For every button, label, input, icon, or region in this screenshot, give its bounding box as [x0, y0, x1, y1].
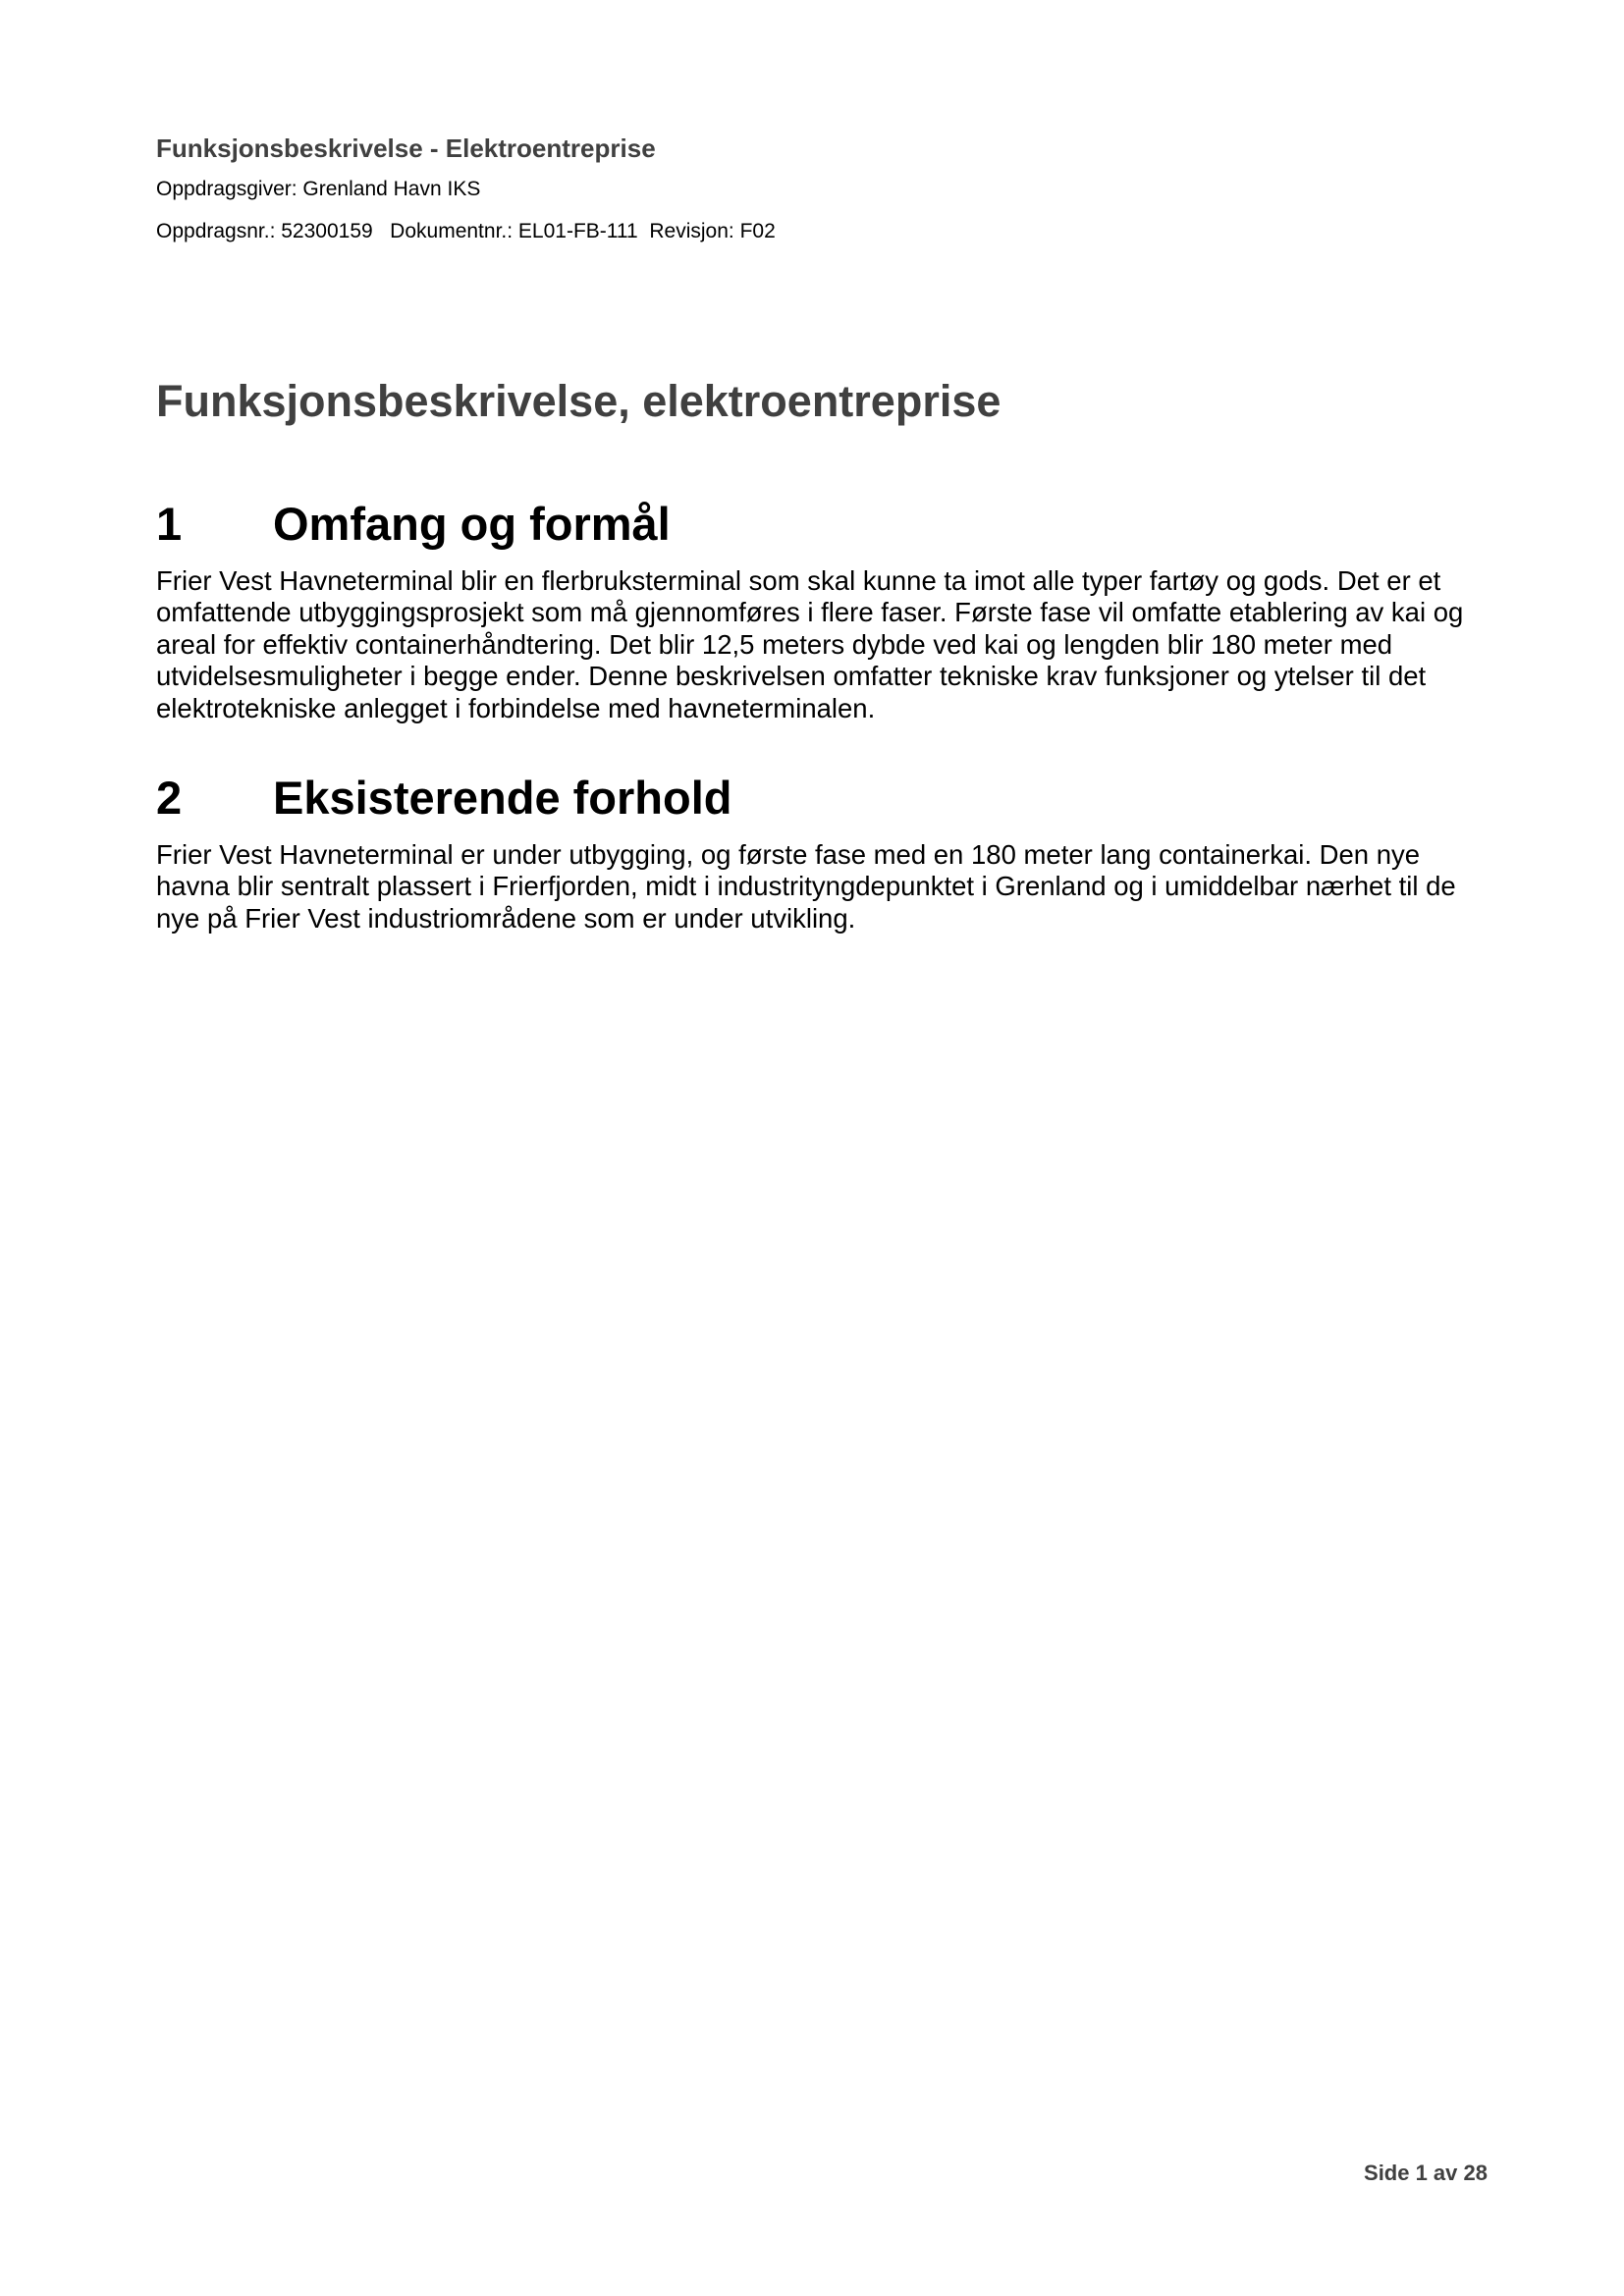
section-paragraph: Frier Vest Havneterminal er under utbygging, og første fase med en 180 meter lang containerkai. Den nye havna blir sentralt plassert i Frierfjorden, midt i industrityngdepunktet i Grenland og i umiddelbar nærhet til de nye på Frier Vest industriområdene som er under utvikling. [156, 839, 1456, 934]
page-header [156, 132, 1472, 245]
section-paragraph: Frier Vest Havneterminal blir en flerbruksterminal som skal kunne ta imot alle typer fartøy og gods. Det er et omfattende utbyggingsprosjekt som må gjennomføres i flere faser. Første fase vil omfatte etablering av kai og areal for effektiv containerhåndtering. Det blir 12,5 meters dybde ved kai og lengden blir 180 meter med utvidelsesmuligheter i begge ender. Denne beskrivelsen omfatter tekniske krav funksjoner og ytelser til det elektrotekniske anlegget i forbindelse med havneterminalen. [156, 565, 1464, 723]
document-ids-line: Oppdragsnr.: 52300159 Dokumentnr.: EL01-FB-111 Revisjon: F02 [156, 220, 776, 242]
section-omfang [156, 497, 1491, 724]
section-title: Omfang og formål [273, 498, 671, 550]
section-number: 2 [156, 772, 183, 824]
section-eksisterende [156, 771, 1491, 934]
client-line: Oppdragsgiver: Grenland Havn IKS [156, 178, 481, 200]
header-title: Funksjonsbeskrivelse - Elektroentreprise [156, 133, 656, 163]
section-number: 1 [156, 498, 183, 550]
section-heading [156, 771, 1491, 826]
section-title: Eksisterende forhold [273, 772, 732, 824]
page-number: Side 1 av 28 [1364, 2161, 1488, 2185]
section-heading [156, 497, 1491, 552]
document-title: Funksjonsbeskrivelse, elektroentreprise [156, 376, 1001, 426]
